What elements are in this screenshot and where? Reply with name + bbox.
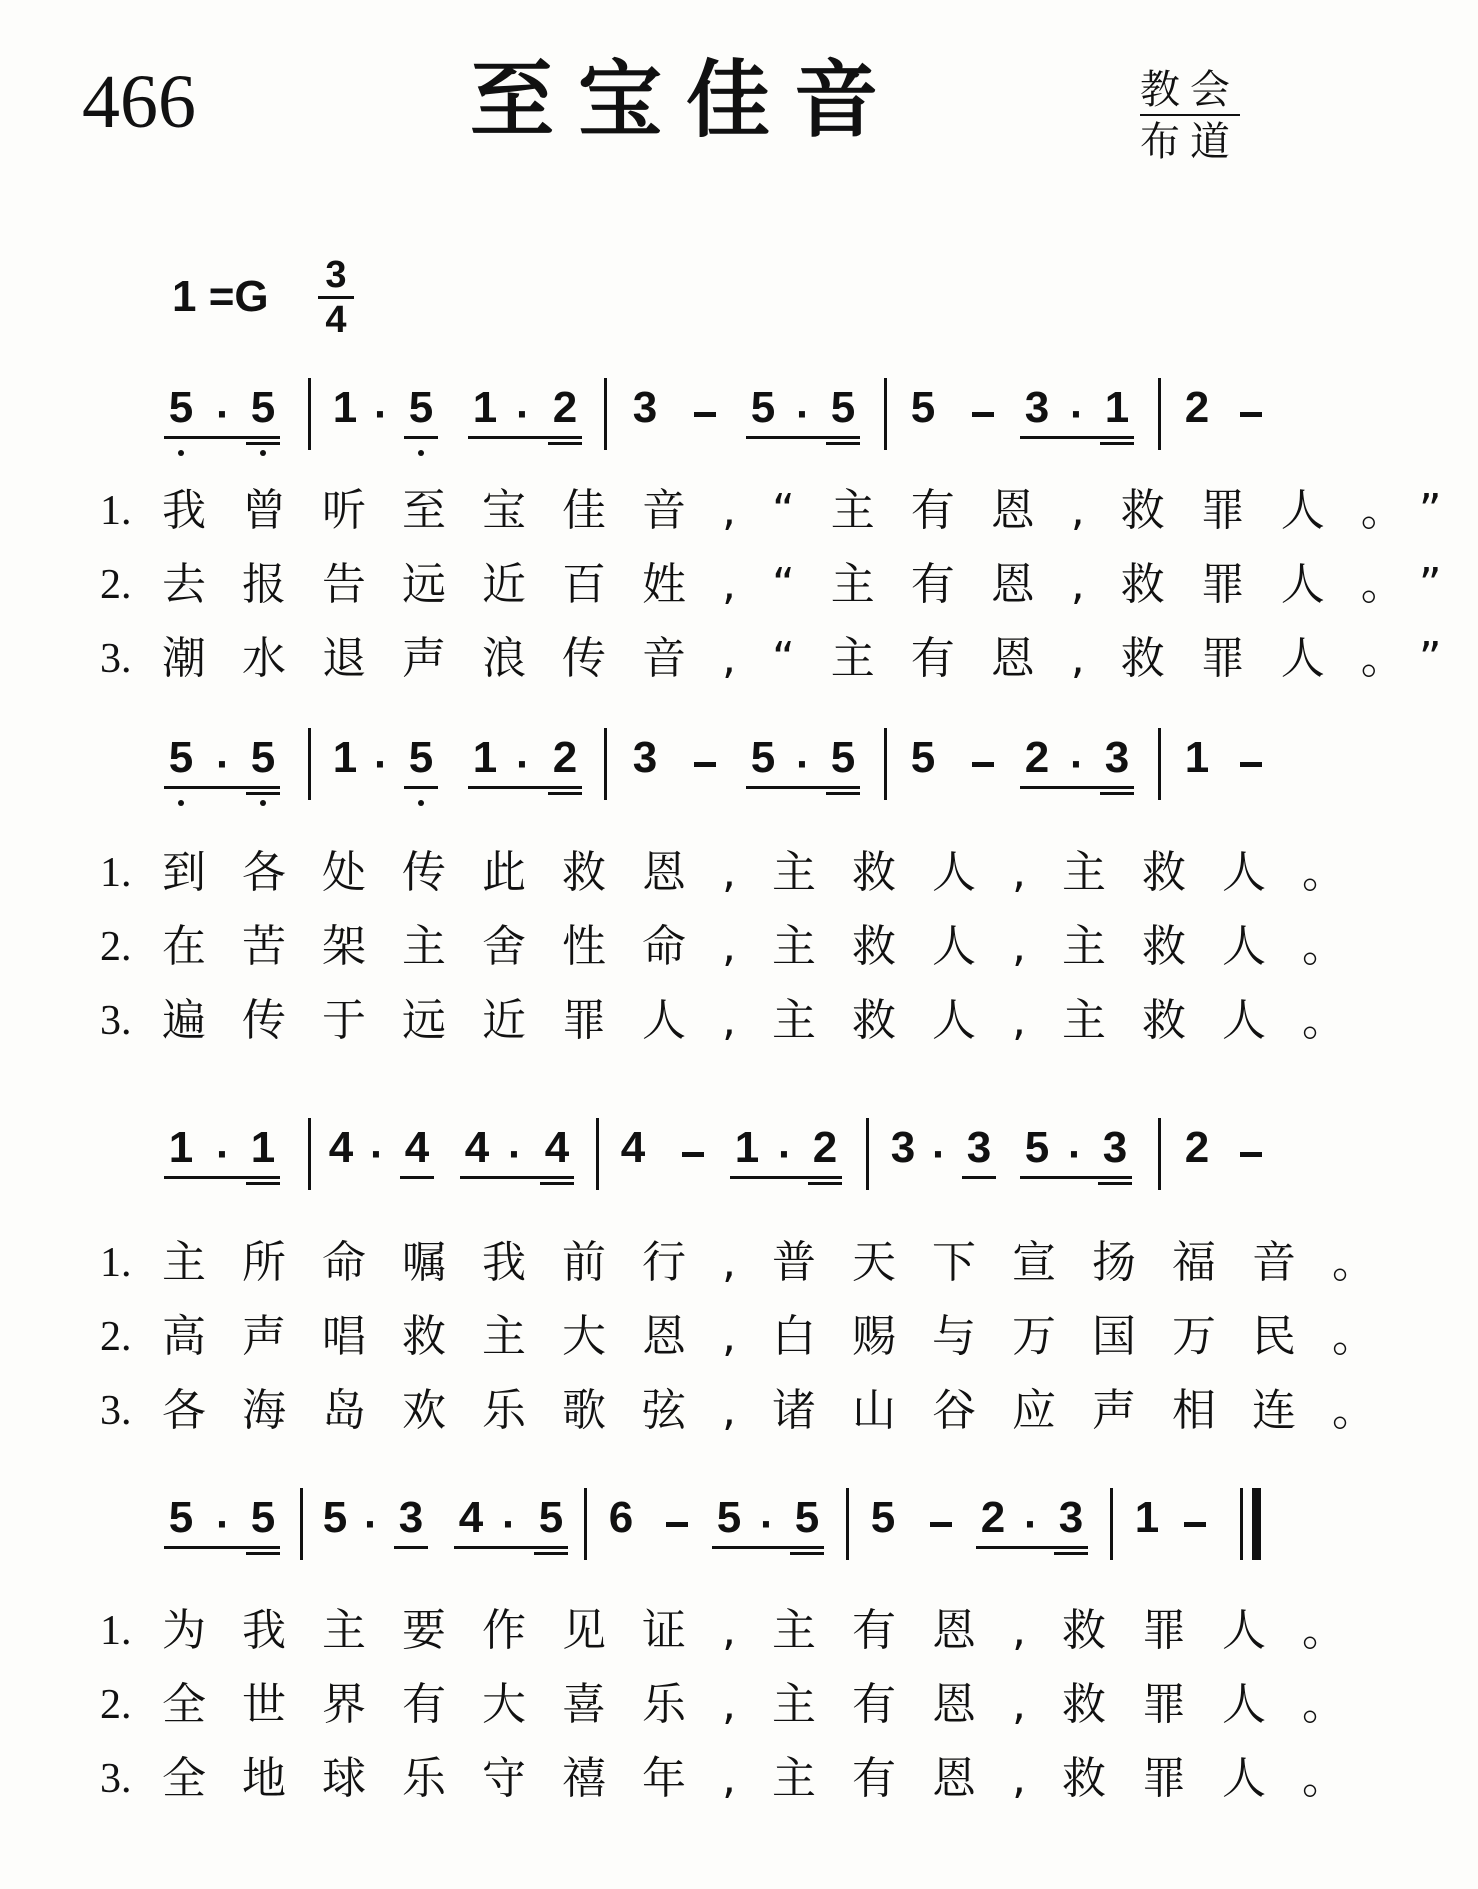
underline: [808, 1182, 842, 1185]
verse-number: 2.: [100, 1314, 132, 1360]
dot: ·: [1023, 1505, 1037, 1545]
note: 1: [168, 1123, 194, 1172]
note: 3: [1024, 383, 1050, 432]
note: 2: [980, 1493, 1006, 1542]
lyrics-block-1: [100, 474, 1478, 696]
note: 3: [1104, 733, 1130, 782]
verse-number: 2.: [100, 924, 132, 970]
underline: [468, 786, 582, 789]
low-octave-dot: [178, 450, 184, 456]
lyric-line: [100, 1374, 1412, 1448]
note: 5: [168, 1493, 194, 1542]
note: 1: [1184, 733, 1210, 782]
underline: [164, 1546, 280, 1549]
note: 5: [910, 733, 936, 782]
lyric-text: 主所命嘱我前行,普天下宣扬福音。: [162, 1237, 1412, 1288]
lyric-line: [100, 1742, 1382, 1816]
low-octave-dot: [418, 450, 424, 456]
barline: [1158, 378, 1161, 450]
barline: [884, 728, 887, 800]
note: 4: [328, 1123, 354, 1172]
dot: ·: [215, 745, 229, 785]
note: 2: [1024, 733, 1050, 782]
lyric-text: 为我主要作见证,主有恩,救罪人。: [162, 1605, 1382, 1656]
underline: [400, 1176, 434, 1179]
barline: [584, 1488, 587, 1560]
note: 2: [1184, 383, 1210, 432]
underline: [246, 792, 280, 795]
note: 1: [472, 733, 498, 782]
note: 1: [1104, 383, 1130, 432]
dot: ·: [215, 395, 229, 435]
lyric-text: 到各处传此救恩,主救人,主救人。: [162, 847, 1382, 898]
barline: [308, 1118, 311, 1190]
note: 1: [734, 1123, 760, 1172]
barline: [300, 1488, 303, 1560]
lyric-line: [100, 548, 1478, 622]
notation-line-1: [0, 378, 1280, 468]
barline: [866, 1118, 869, 1190]
dot: ·: [373, 395, 387, 435]
note: 5: [870, 1493, 896, 1542]
note: 2: [1184, 1123, 1210, 1172]
underline: [1020, 436, 1134, 439]
lyric-line: [100, 910, 1382, 984]
note: 5: [250, 383, 276, 432]
verse-number: 3.: [100, 1756, 132, 1802]
notation-line-2: [0, 728, 1280, 818]
note: 5: [1024, 1123, 1050, 1172]
dash: [972, 412, 994, 417]
verse-number: 3.: [100, 1388, 132, 1434]
note: 1: [332, 383, 358, 432]
hymn-number: 466: [82, 60, 196, 144]
barline: [308, 728, 311, 800]
dot: ·: [1069, 395, 1083, 435]
underline: [826, 442, 860, 445]
note: 5: [408, 733, 434, 782]
barline: [596, 1118, 599, 1190]
note: 3: [632, 383, 658, 432]
dot: ·: [215, 1135, 229, 1175]
underline: [746, 786, 860, 789]
dash: [1240, 1152, 1262, 1157]
barline: [604, 378, 607, 450]
lyric-line: [100, 1300, 1412, 1374]
note: 1: [250, 1123, 276, 1172]
lyrics-block-4: [100, 1594, 1382, 1816]
note: 5: [250, 1493, 276, 1542]
underline: [712, 1546, 824, 1549]
dot: ·: [1067, 1135, 1081, 1175]
verse-number: 1.: [100, 850, 132, 896]
underline: [394, 1546, 428, 1549]
dash: [1240, 762, 1262, 767]
category-line-2: 布道: [1140, 119, 1240, 165]
barline: [604, 728, 607, 800]
dash: [666, 1522, 688, 1527]
underline: [164, 786, 280, 789]
verse-number: 1.: [100, 488, 132, 534]
dot: ·: [363, 1505, 377, 1545]
barline: [308, 378, 311, 450]
note: 3: [632, 733, 658, 782]
lyric-text: 各海岛欢乐歌弦,诸山谷应声相连。: [162, 1385, 1412, 1436]
lyric-line: [100, 474, 1478, 548]
note: 5: [830, 733, 856, 782]
underline: [976, 1546, 1088, 1549]
note: 1: [472, 383, 498, 432]
dot: ·: [507, 1135, 521, 1175]
note: 4: [458, 1493, 484, 1542]
note: 5: [538, 1493, 564, 1542]
time-numerator: 3: [318, 256, 354, 299]
lyric-text: 遍传于远近罪人,主救人,主救人。: [162, 995, 1382, 1046]
lyric-text: 在苦架主舍性命,主救人,主救人。: [162, 921, 1382, 972]
dash: [694, 412, 716, 417]
lyric-line: [100, 1226, 1412, 1300]
note: 4: [404, 1123, 430, 1172]
lyric-line: [100, 984, 1382, 1058]
note: 5: [168, 733, 194, 782]
lyric-line: [100, 1594, 1382, 1668]
note: 5: [750, 733, 776, 782]
underline: [826, 792, 860, 795]
hymn-title: 至宝佳音: [470, 51, 903, 149]
verse-number: 2.: [100, 562, 132, 608]
dot: ·: [515, 395, 529, 435]
underline: [1054, 1552, 1088, 1555]
note: 5: [910, 383, 936, 432]
verse-number: 2.: [100, 1682, 132, 1728]
note: 4: [544, 1123, 570, 1172]
underline: [164, 436, 280, 439]
dot: ·: [1069, 745, 1083, 785]
notation-line-3: [0, 1118, 1280, 1208]
note: 3: [1102, 1123, 1128, 1172]
barline: [1110, 1488, 1113, 1560]
note: 3: [890, 1123, 916, 1172]
dot: ·: [515, 745, 529, 785]
barline: [1158, 1118, 1161, 1190]
underline: [246, 1182, 280, 1185]
note: 5: [750, 383, 776, 432]
lyrics-block-2: [100, 836, 1382, 1058]
lyrics-block-3: [100, 1226, 1412, 1448]
note: 2: [552, 733, 578, 782]
underline: [1100, 442, 1134, 445]
note: 5: [250, 733, 276, 782]
underline: [746, 436, 860, 439]
barline: [846, 1488, 849, 1560]
note: 1: [332, 733, 358, 782]
time-denominator: 4: [325, 299, 347, 341]
dot: ·: [501, 1505, 515, 1545]
note: 5: [794, 1493, 820, 1542]
barline: [884, 378, 887, 450]
verse-number: 3.: [100, 998, 132, 1044]
time-signature: [318, 256, 354, 339]
underline: [404, 786, 438, 789]
dot: ·: [369, 1135, 383, 1175]
dot: ·: [931, 1135, 945, 1175]
note: 4: [464, 1123, 490, 1172]
underline: [454, 1546, 568, 1549]
note: 6: [608, 1493, 634, 1542]
note: 3: [1058, 1493, 1084, 1542]
lyric-text: 我曾听至宝佳音,“主有恩,救罪人。”: [162, 485, 1478, 536]
dot: ·: [215, 1505, 229, 1545]
low-octave-dot: [178, 800, 184, 806]
lyric-line: [100, 836, 1382, 910]
note: 3: [966, 1123, 992, 1172]
note: 5: [830, 383, 856, 432]
lyric-text: 全地球乐守禧年,主有恩,救罪人。: [162, 1753, 1382, 1804]
notation-line-4: [0, 1488, 1280, 1578]
dot: ·: [759, 1505, 773, 1545]
underline: [164, 1176, 280, 1179]
underline: [540, 1182, 574, 1185]
dot: ·: [795, 395, 809, 435]
note: 5: [322, 1493, 348, 1542]
lyric-line: [100, 1668, 1382, 1742]
dash: [1184, 1522, 1206, 1527]
note: 3: [398, 1493, 424, 1542]
lyric-text: 潮水退声浪传音,“主有恩,救罪人。”: [162, 633, 1478, 684]
verse-number: 3.: [100, 636, 132, 682]
dot: ·: [373, 745, 387, 785]
verse-number: 1.: [100, 1608, 132, 1654]
lyric-text: 去报告远近百姓,“主有恩,救罪人。”: [162, 559, 1478, 610]
note: 5: [408, 383, 434, 432]
dash: [930, 1522, 952, 1527]
underline: [1100, 792, 1134, 795]
underline: [404, 436, 438, 439]
underline: [1020, 786, 1134, 789]
underline: [962, 1176, 996, 1179]
underline: [534, 1552, 568, 1555]
underline: [1098, 1182, 1132, 1185]
note: 2: [812, 1123, 838, 1172]
note: 5: [716, 1493, 742, 1542]
note: 2: [552, 383, 578, 432]
key-signature: 1 =G: [172, 272, 269, 321]
lyric-text: 高声唱救主大恩,白赐与万国万民。: [162, 1311, 1412, 1362]
low-octave-dot: [418, 800, 424, 806]
underline: [246, 1552, 280, 1555]
underline: [460, 1176, 574, 1179]
category-label: [1140, 67, 1240, 165]
note: 5: [168, 383, 194, 432]
underline: [548, 442, 582, 445]
low-octave-dot: [260, 800, 266, 806]
low-octave-dot: [260, 450, 266, 456]
dash: [1240, 412, 1262, 417]
lyric-text: 全世界有大喜乐,主有恩,救罪人。: [162, 1679, 1382, 1730]
note: 1: [1134, 1493, 1160, 1542]
dot: ·: [777, 1135, 791, 1175]
note: 4: [620, 1123, 646, 1172]
dot: ·: [795, 745, 809, 785]
underline: [246, 442, 280, 445]
category-line-1: 教会: [1140, 70, 1240, 116]
verse-number: 1.: [100, 1240, 132, 1286]
underline: [1020, 1176, 1132, 1179]
dash: [682, 1152, 704, 1157]
final-barline-thin: [1240, 1488, 1243, 1560]
dash: [972, 762, 994, 767]
underline: [548, 792, 582, 795]
final-barline-thick: [1252, 1488, 1261, 1560]
underline: [468, 436, 582, 439]
dash: [694, 762, 716, 767]
barline: [1158, 728, 1161, 800]
underline: [730, 1176, 842, 1179]
underline: [790, 1552, 824, 1555]
lyric-line: [100, 622, 1478, 696]
